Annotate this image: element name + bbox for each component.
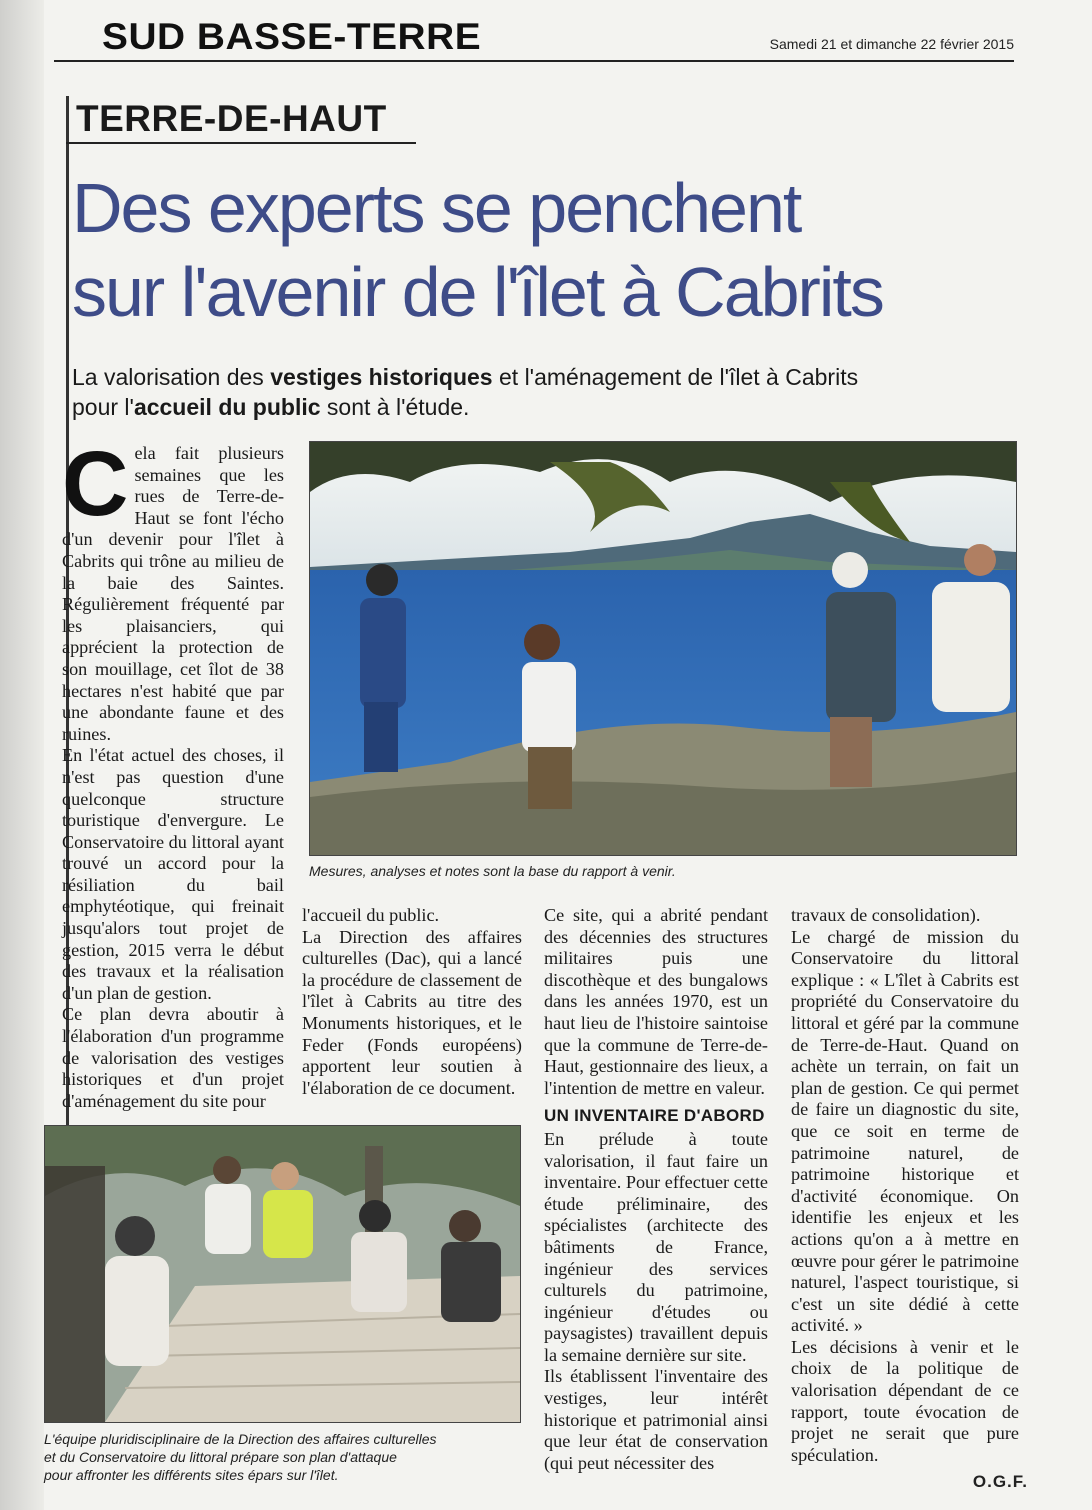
caption-line-3: pour affronter les différents sites épars sur l'îlet. (44, 1467, 339, 1483)
deck-text: pour l' (72, 394, 134, 420)
deck-text: sont à l'étude. (320, 394, 470, 420)
article-column-1 (62, 433, 284, 1112)
col4-paragraph-1: travaux de consolidation). (791, 905, 981, 925)
deck-text: La valorisation des (72, 364, 271, 390)
deck-bold: vestiges historiques (270, 364, 493, 390)
bottom-photo-caption (44, 1430, 519, 1484)
article-deck (72, 362, 952, 422)
col3-paragraph-2: En prélude à toute valorisation, il faut faire un inventaire. Pour effectuer cette étude préliminaire, des spécialistes (architecte des bâtiments de France, ingénieur des services culturels du patrimoine, ingénieur d'études ou paysagistes) travaillent depuis la semaine dernière sur site. (544, 1128, 768, 1365)
top-photo-caption: Mesures, analyses et notes sont la base du rapport à venir. (309, 863, 676, 879)
section-header-title: SUD BASSE-TERRE (102, 16, 482, 57)
col1-paragraph-1: ela fait plusieurs semaines que les rues de Terre-de-Haut se font l'écho d'un devenir pour l'îlet à Cabrits qui trône au milieu de la baie des Saintes. Régulièrement fréquenté par les plaisanciers, qui apprécient la protection de son mouillage, cet îlot de 38 hectares n'est habité que par une abondante faune et des ruines. (62, 443, 284, 744)
author-signature: O.G.F. (972, 1472, 1028, 1491)
article-column-2 (302, 905, 522, 1099)
headline-line-1: Des experts se penchent (72, 169, 801, 247)
header-divider (54, 60, 1014, 62)
caption-line-2: et du Conservatoire du littoral prépare son plan d'attaque (44, 1449, 397, 1465)
col1-paragraph-3: Ce plan devra aboutir à l'élaboration d'un programme de valorisation des vestiges historiques et d'un projet d'aménagement du site pour (62, 1004, 284, 1111)
article-headline (72, 166, 1002, 334)
article-column-4 (791, 905, 1019, 1466)
col4-paragraph-2: Le chargé de mission du Conservatoire du littoral explique : « L'îlet à Cabrits est propriété du Conservatoire du littoral et géré par la commune de Terre-de-Haut. Quand on achète un terrain, on fait un plan de gestion. Ce qui permet de faire un diagnostic du site, que ce soit en terme de patrimoine naturel, de patrimoine historique et d'activité économique. On identifie les enjeux et les actions qu'on a à mettre en œuvre pour gérer le patrimoine naturel, l'aspect touristique, si c'est un site dédié à cette activité. » (791, 926, 1019, 1336)
page-edge-shadow (0, 0, 44, 1510)
headline-line-2: sur l'avenir de l'îlet à Cabrits (72, 253, 883, 331)
col1-paragraph-2: En l'état actuel des choses, il n'est pas question d'une quelconque structure touristique d'envergure. Le Conservatoire du littoral ayant trouvé un accord pour la résiliation du bail emphytéotique, qui freinait jusqu'alors tout projet de gestion, 2015 verra le début des travaux et la réalisation d'un plan de gestion. (62, 745, 284, 1003)
col3-paragraph-3: Ils établissent l'inventaire des vestiges, leur intérêt historique et patrimonial ainsi que leur état de conservation (qui peut nécessiter des (544, 1366, 768, 1473)
col3-paragraph-1: Ce site, qui a abrité pendant des décennies des structures militaires puis une discothèque et des bungalows dans les années 1970, est un haut lieu de l'histoire saintoise que la commune de Terre-de-Haut, gestionnaire des lieux, a l'intention de mettre en valeur. (544, 905, 768, 1098)
deck-bold: accueil du public (133, 394, 321, 420)
article-column-3 (544, 905, 768, 1474)
col4-paragraph-3: Les décisions à venir et le choix de la politique de valorisation dépendant de ce rapport, toute évocation de projet ne serait que pure spéculation. (791, 1336, 1019, 1465)
subhead-inventaire: UN INVENTAIRE D'ABORD (544, 1106, 765, 1126)
kicker-divider (66, 142, 416, 144)
col2-paragraph-1: l'accueil du public. (302, 905, 440, 925)
drop-cap: C (62, 433, 129, 535)
deck-text: et l'aménagement de l'îlet à Cabrits (492, 364, 859, 390)
photo-team-meeting (44, 1125, 521, 1423)
photo-experts-overlook (309, 441, 1017, 856)
article-kicker: TERRE-DE-HAUT (76, 98, 387, 139)
issue-date: Samedi 21 et dimanche 22 février 2015 (769, 36, 1014, 52)
col2-paragraph-2: La Direction des affaires culturelles (Dac), qui a lancé la procédure de classement de l'îlet à Cabrits au titre des Monuments historiques, et le Feder (Fonds européens) apportent leur soutien à l'élaboration de ce document. (302, 926, 522, 1098)
caption-line-1: L'équipe pluridisciplinaire de la Direction des affaires culturelles (44, 1431, 437, 1447)
